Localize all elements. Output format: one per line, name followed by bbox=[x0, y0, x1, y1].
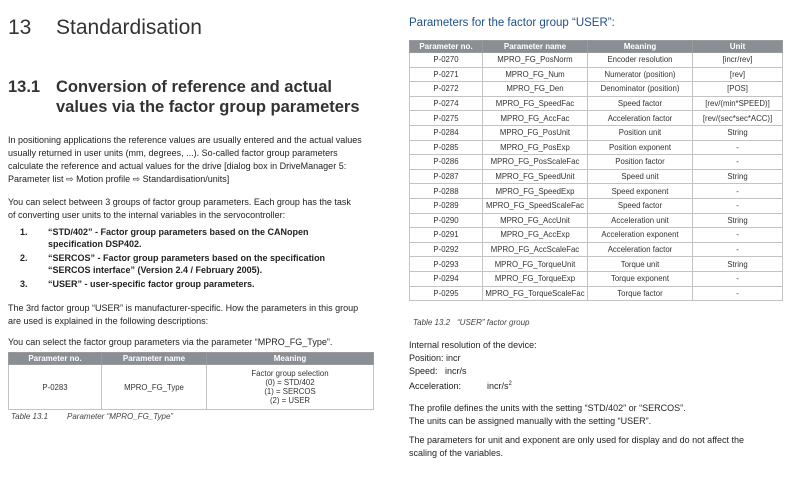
table-caption bbox=[11, 412, 173, 421]
table-cell: Acceleration factor bbox=[588, 111, 693, 126]
table-row bbox=[410, 140, 783, 155]
table-cell: MPRO_FG_AccScaleFac bbox=[483, 242, 588, 257]
resolution-block bbox=[409, 339, 537, 393]
table-cell: [rev] bbox=[693, 67, 783, 82]
arrow-icon: ⇨ bbox=[132, 174, 141, 184]
table-cell: [incr/rev] bbox=[693, 53, 783, 68]
display-line: scaling of the variables. bbox=[409, 448, 504, 458]
table-row bbox=[410, 184, 783, 199]
table-cell: MPRO_FG_PosScaleFac bbox=[483, 155, 588, 170]
table-cell: Acceleration factor bbox=[588, 242, 693, 257]
display-paragraph bbox=[409, 434, 744, 460]
acc-exponent: 2 bbox=[508, 381, 512, 387]
table-cell: Speed exponent bbox=[588, 184, 693, 199]
table-cell: P-0290 bbox=[410, 213, 483, 228]
table-cell: P-0274 bbox=[410, 96, 483, 111]
select-line: of converting user units to the internal variables in the servocontroller: bbox=[8, 210, 286, 220]
list-item-text: “SERCOS interface” (Version 2.4 / February 2005). bbox=[48, 265, 263, 276]
table-cell: - bbox=[693, 242, 783, 257]
table-cell: P-0271 bbox=[410, 67, 483, 82]
profile-line: The profile defines the units with the setting “STD/402” or “SERCOS”. bbox=[409, 403, 686, 413]
table-cell: [rev/(sec*sec*ACC)] bbox=[693, 111, 783, 126]
table-cell: Torque exponent bbox=[588, 271, 693, 286]
table-cell: P-0286 bbox=[410, 155, 483, 170]
table-cell: MPRO_FG_TorqueExp bbox=[483, 271, 588, 286]
intro-path-part: Motion profile bbox=[73, 174, 133, 184]
table-cell: P-0275 bbox=[410, 111, 483, 126]
table-row bbox=[410, 111, 783, 126]
table-cell: Torque factor bbox=[588, 286, 693, 301]
caption-text: Parameter “MPRO_FG_Type” bbox=[67, 412, 174, 421]
table-cell bbox=[207, 365, 374, 410]
table-cell: Speed factor bbox=[588, 96, 693, 111]
meaning-line: (1) = SERCOS bbox=[264, 387, 316, 396]
third-paragraph bbox=[8, 302, 358, 328]
meaning-line: (0) = STD/402 bbox=[265, 378, 315, 387]
speed-label: Speed: bbox=[409, 366, 438, 376]
table-cell: P-0270 bbox=[410, 53, 483, 68]
table-row bbox=[410, 82, 783, 97]
caption-text: “USER” factor group bbox=[457, 318, 530, 327]
table-row bbox=[410, 198, 783, 213]
chapter-number: 13 bbox=[8, 16, 32, 39]
table-factor-type bbox=[8, 352, 374, 410]
table-cell: String bbox=[693, 169, 783, 184]
table-row bbox=[410, 286, 783, 301]
table-cell: MPRO_FG_SpeedScaleFac bbox=[483, 198, 588, 213]
table-row bbox=[410, 242, 783, 257]
resolution-heading: Internal resolution of the device: bbox=[409, 340, 537, 350]
table-cell: MPRO_FG_AccUnit bbox=[483, 213, 588, 228]
table-row bbox=[410, 67, 783, 82]
list-item-number: 1. bbox=[20, 227, 28, 237]
table-cell: MPRO_FG_TorqueUnit bbox=[483, 257, 588, 272]
table-row bbox=[410, 213, 783, 228]
table-header: Parameter no. bbox=[9, 353, 102, 365]
table-cell: MPRO_FG_Den bbox=[483, 82, 588, 97]
table-cell: - bbox=[693, 140, 783, 155]
table-cell: - bbox=[693, 155, 783, 170]
table-cell: P-0272 bbox=[410, 82, 483, 97]
table-row bbox=[9, 365, 374, 410]
table-cell: Torque unit bbox=[588, 257, 693, 272]
table-cell: MPRO_FG_AccExp bbox=[483, 228, 588, 243]
intro-line: usually returned in user units (mm, degrees, ...). So-called factor group parameters bbox=[8, 148, 338, 158]
resolution-position: Position: incr bbox=[409, 353, 461, 363]
table-cell: String bbox=[693, 257, 783, 272]
speed-value: incr/s bbox=[445, 366, 467, 376]
section-number: 13.1 bbox=[8, 78, 41, 96]
third-line: The 3rd factor group “USER” is manufacturer-specific. How the parameters in this group bbox=[8, 303, 359, 313]
table-cell: String bbox=[693, 125, 783, 140]
intro-path-part: Standardisation/units] bbox=[140, 174, 230, 184]
table-cell: - bbox=[693, 271, 783, 286]
intro-line: calculate the reference and actual values for the drive [dialog box in DriveManager 5: bbox=[8, 161, 347, 171]
table-cell: MPRO_FG_PosExp bbox=[483, 140, 588, 155]
table-cell: P-0283 bbox=[9, 365, 102, 410]
table-cell: Numerator (position) bbox=[588, 67, 693, 82]
display-line: The parameters for unit and exponent are only used for display and do not affect the bbox=[409, 435, 745, 445]
table-cell: Acceleration exponent bbox=[588, 228, 693, 243]
table-cell: MPRO_FG_PosUnit bbox=[483, 125, 588, 140]
table-row bbox=[410, 53, 783, 68]
table-row bbox=[410, 125, 783, 140]
table-cell: P-0291 bbox=[410, 228, 483, 243]
chapter-title: Standardisation bbox=[56, 16, 202, 39]
arrow-icon: ⇨ bbox=[66, 174, 74, 184]
table-row bbox=[410, 271, 783, 286]
table-header: Unit bbox=[693, 41, 783, 53]
table-cell: String bbox=[693, 213, 783, 228]
table-row bbox=[410, 155, 783, 170]
table-cell: Denominator (position) bbox=[588, 82, 693, 97]
third-line: are used is explained in the following descriptions: bbox=[8, 316, 209, 326]
resolution-acceleration bbox=[409, 378, 537, 393]
list-item bbox=[8, 252, 368, 277]
table-row bbox=[410, 228, 783, 243]
table-cell: MPRO_FG_PosNorm bbox=[483, 53, 588, 68]
acc-label: Acceleration: bbox=[409, 381, 462, 391]
table-cell: P-0289 bbox=[410, 198, 483, 213]
table-cell: Position exponent bbox=[588, 140, 693, 155]
caption-label: Table 13.1 bbox=[11, 412, 49, 421]
list-item-text: specification DSP402. bbox=[48, 239, 142, 250]
table-cell: MPRO_FG_Type bbox=[102, 365, 207, 410]
table-cell: MPRO_FG_TorqueScaleFac bbox=[483, 286, 588, 301]
table-cell: MPRO_FG_AccFac bbox=[483, 111, 588, 126]
table-cell: P-0294 bbox=[410, 271, 483, 286]
resolution-speed bbox=[409, 365, 537, 378]
profile-line: The units can be assigned manually with the setting “USER”. bbox=[409, 416, 652, 426]
table-cell: [rev/(min*SPEED)] bbox=[693, 96, 783, 111]
table-header: Meaning bbox=[588, 41, 693, 53]
table-caption bbox=[413, 318, 529, 327]
select-paragraph bbox=[8, 196, 351, 222]
table-header: Parameter no. bbox=[410, 41, 483, 53]
list-item-number: 2. bbox=[20, 252, 28, 263]
table-cell: P-0285 bbox=[410, 140, 483, 155]
select-line: You can select between 3 groups of factor group parameters. Each group has the task bbox=[8, 197, 351, 207]
table-cell: - bbox=[693, 184, 783, 199]
intro-line: In positioning applications the reference values are usually entered and the actual values bbox=[8, 135, 362, 145]
profile-paragraph bbox=[409, 402, 686, 428]
table-cell: Encoder resolution bbox=[588, 53, 693, 68]
table-cell: P-0292 bbox=[410, 242, 483, 257]
table-cell: - bbox=[693, 198, 783, 213]
table-cell: - bbox=[693, 286, 783, 301]
table-user-params bbox=[409, 40, 783, 301]
section-title: Conversion of reference and actual values via the factor group parameters bbox=[56, 78, 360, 116]
section-heading bbox=[8, 77, 386, 117]
table-cell: [POS] bbox=[693, 82, 783, 97]
intro-paragraph bbox=[8, 134, 362, 186]
caption-label: Table 13.2 bbox=[413, 318, 451, 327]
table-cell: Speed factor bbox=[588, 198, 693, 213]
table-cell: Speed unit bbox=[588, 169, 693, 184]
list-item-text: “SERCOS” - Factor group parameters based on the specification bbox=[48, 252, 326, 263]
intro-path-part: Parameter list bbox=[8, 174, 67, 184]
list-item bbox=[8, 226, 368, 251]
list-item-text: “STD/402” - Factor group parameters based on the CANopen bbox=[48, 227, 309, 237]
table-cell: - bbox=[693, 228, 783, 243]
table-cell: P-0287 bbox=[410, 169, 483, 184]
table-cell: Position factor bbox=[588, 155, 693, 170]
table-cell: MPRO_FG_SpeedExp bbox=[483, 184, 588, 199]
factor-group-list bbox=[8, 226, 368, 291]
table-cell: MPRO_FG_SpeedFac bbox=[483, 96, 588, 111]
table-header: Meaning bbox=[207, 353, 374, 365]
table-row bbox=[410, 169, 783, 184]
table-cell: P-0288 bbox=[410, 184, 483, 199]
table-cell: Acceleration unit bbox=[588, 213, 693, 228]
table-cell: P-0293 bbox=[410, 257, 483, 272]
table-cell: Position unit bbox=[588, 125, 693, 140]
list-item bbox=[8, 278, 368, 290]
table-cell: MPRO_FG_Num bbox=[483, 67, 588, 82]
meaning-line: Factor group selection bbox=[251, 369, 329, 378]
list-item-number: 3. bbox=[20, 278, 28, 289]
table-cell: MPRO_FG_SpeedUnit bbox=[483, 169, 588, 184]
table-cell: P-0295 bbox=[410, 286, 483, 301]
table-row bbox=[410, 257, 783, 272]
table-cell: P-0284 bbox=[410, 125, 483, 140]
user-params-title: Parameters for the factor group “USER”: bbox=[409, 17, 615, 29]
meaning-line: (2) = USER bbox=[269, 396, 311, 405]
acc-value: incr/s bbox=[487, 381, 509, 391]
via-paragraph: You can select the factor group parameters via the parameter “MPRO_FG_Type”. bbox=[8, 337, 333, 347]
list-item-text: “USER” - user-specific factor group parameters. bbox=[48, 278, 255, 289]
chapter-heading bbox=[8, 16, 202, 40]
table-row bbox=[410, 96, 783, 111]
intro-line bbox=[8, 173, 362, 186]
table-header: Parameter name bbox=[483, 41, 588, 53]
table-body bbox=[410, 53, 783, 301]
table-header: Parameter name bbox=[102, 353, 207, 365]
